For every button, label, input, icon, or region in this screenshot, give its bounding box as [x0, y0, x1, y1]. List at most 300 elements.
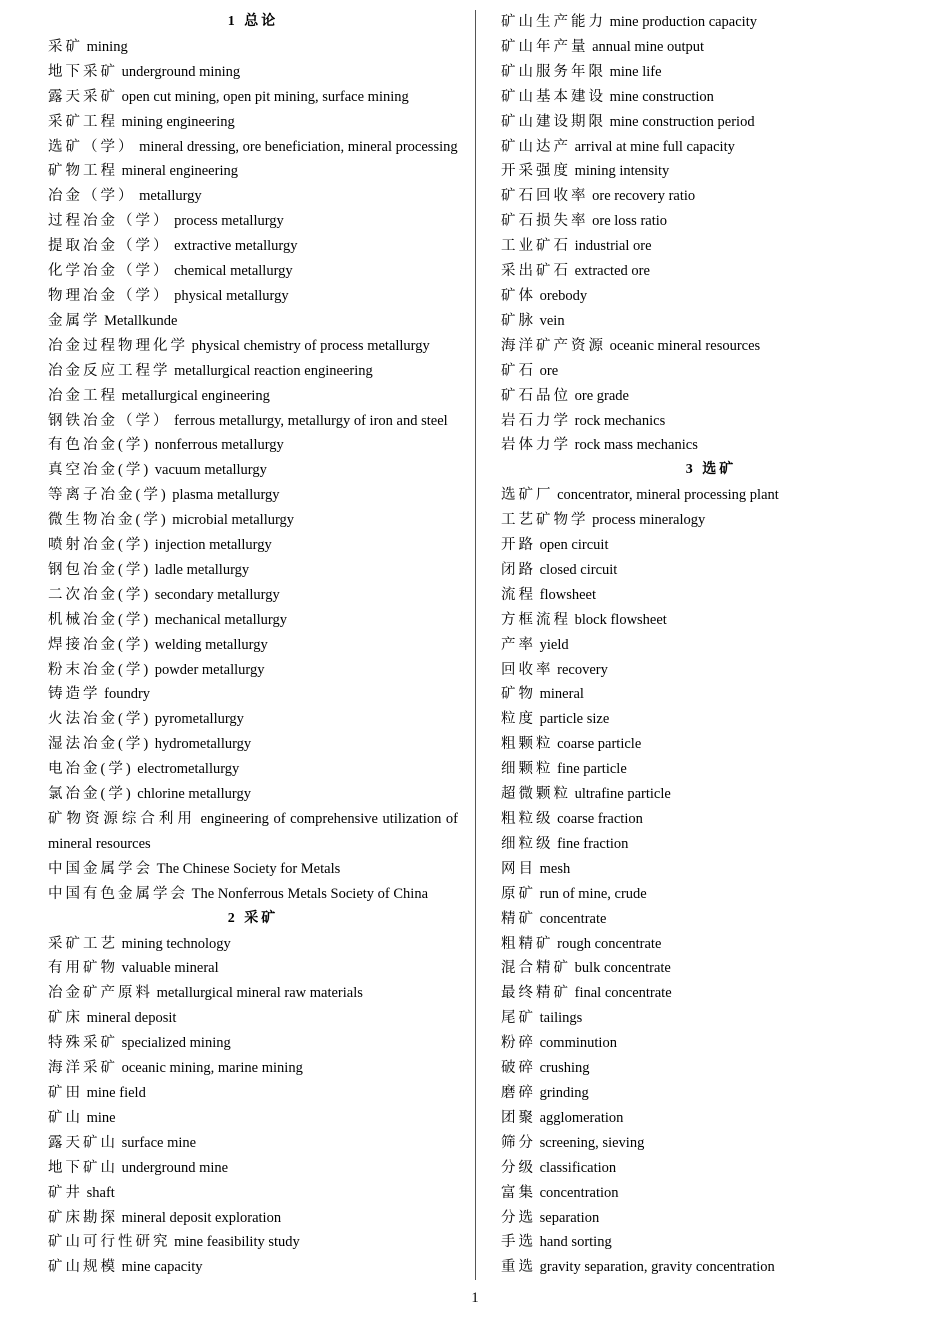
term-chinese: 精矿: [501, 910, 536, 927]
glossary-entry: [48, 857, 458, 882]
term-english: ultrafine particle: [574, 786, 671, 803]
glossary-entry: [48, 707, 458, 732]
term-english: underground mine: [121, 1159, 229, 1176]
glossary-entry: [501, 1106, 921, 1131]
term-english: ferrous metallurgy, metallurgy of iron and steel: [174, 412, 448, 429]
term-chinese: 最终精矿: [501, 985, 571, 1002]
term-english: hand sorting: [539, 1234, 612, 1251]
term-english: chemical metallurgy: [174, 263, 293, 280]
term-chinese: 地下采矿: [48, 63, 118, 80]
glossary-entry: [501, 1206, 921, 1231]
glossary-entry: [501, 1230, 921, 1255]
term-english: mining: [86, 38, 128, 55]
term-chinese: 开采强度: [501, 163, 571, 180]
term-english: engineering of comprehensive utilization of mineral resources: [48, 811, 459, 852]
term-english: screening, sieving: [539, 1134, 645, 1151]
term-english: agglomeration: [539, 1109, 624, 1126]
term-english: block flowsheet: [574, 611, 667, 628]
term-chinese: 选矿（学）: [48, 138, 136, 155]
term-english: The Chinese Society for Metals: [156, 860, 341, 877]
glossary-entry: [48, 85, 458, 110]
term-english: extracted ore: [574, 263, 650, 280]
term-chinese: 尾矿: [501, 1010, 536, 1027]
glossary-entry: [48, 757, 458, 782]
term-chinese: 矿田: [48, 1084, 83, 1101]
glossary-entry: [501, 1006, 921, 1031]
term-chinese: 回收率: [501, 661, 554, 678]
term-english: oceanic mining, marine mining: [121, 1060, 303, 1077]
term-chinese: 粉末冶金(学): [48, 661, 152, 678]
term-english: separation: [539, 1209, 600, 1226]
glossary-entry: [501, 533, 921, 558]
term-english: mine life: [609, 63, 662, 80]
term-chinese: 选矿厂: [501, 487, 554, 504]
term-english: mineral engineering: [121, 163, 238, 180]
term-english: final concentrate: [574, 985, 672, 1002]
term-english: plasma metallurgy: [172, 487, 280, 504]
term-english: mine capacity: [121, 1259, 203, 1276]
term-english: concentration: [539, 1184, 619, 1201]
term-chinese: 超微颗粒: [501, 786, 571, 803]
glossary-entry: [501, 857, 921, 882]
glossary-entry: [48, 782, 458, 807]
glossary-entry: [48, 1031, 458, 1056]
glossary-entry: [48, 1006, 458, 1031]
term-chinese: 矿床勘探: [48, 1209, 118, 1226]
glossary-entry: [48, 135, 458, 160]
term-english: vein: [539, 312, 565, 329]
term-chinese: 富集: [501, 1184, 536, 1201]
term-english: metallurgy: [139, 188, 202, 205]
term-chinese: 喷射冶金(学): [48, 537, 152, 554]
page-number: 1: [471, 1290, 479, 1306]
term-chinese: 矿物资源综合利用: [48, 811, 196, 827]
term-chinese: 采矿工艺: [48, 935, 118, 952]
term-english: mine construction period: [609, 113, 755, 130]
term-chinese: 矿石品位: [501, 387, 571, 404]
glossary-entry: [501, 159, 921, 184]
term-english: ore recovery ratio: [592, 188, 696, 205]
glossary-entry: [48, 433, 458, 458]
term-english: chlorine metallurgy: [137, 786, 251, 803]
term-chinese: 化学冶金（学）: [48, 263, 171, 280]
term-english: mechanical metallurgy: [154, 611, 287, 628]
term-english: particle size: [539, 711, 610, 728]
term-chinese: 粗粒级: [501, 811, 554, 827]
term-english: microbial metallurgy: [172, 512, 295, 529]
glossary-entry: [501, 409, 921, 434]
glossary-entry: [48, 633, 458, 658]
glossary-entry: [48, 334, 458, 359]
term-chinese: 等离子冶金(学): [48, 487, 169, 504]
term-chinese: 过程冶金（学）: [48, 213, 171, 230]
glossary-entry: [501, 508, 921, 533]
term-chinese: 有用矿物: [48, 960, 118, 977]
glossary-entry: [501, 1081, 921, 1106]
term-chinese: 矿山基本建设: [501, 88, 606, 105]
term-english: rock mechanics: [574, 412, 666, 429]
term-chinese: 矿物工程: [48, 163, 118, 180]
section-heading: 1 总论: [227, 14, 279, 29]
glossary-entry: [501, 135, 921, 160]
term-chinese: 有色冶金(学): [48, 437, 152, 454]
glossary-entry: [501, 633, 921, 658]
term-english: electrometallurgy: [137, 761, 240, 778]
term-chinese: 采出矿石: [501, 263, 571, 280]
term-english: open circuit: [539, 537, 609, 554]
term-chinese: 氯冶金(学): [48, 786, 134, 803]
term-english: Metallkunde: [104, 312, 178, 329]
term-chinese: 露天采矿: [48, 88, 118, 105]
term-english: ore grade: [574, 387, 629, 404]
glossary-entry: [48, 1181, 458, 1206]
term-chinese: 原矿: [501, 885, 536, 902]
term-chinese: 火法冶金(学): [48, 711, 152, 728]
term-chinese: 矿床: [48, 1010, 83, 1027]
term-chinese: 矿石回收率: [501, 188, 589, 205]
term-english: tailings: [539, 1010, 583, 1027]
term-english: mineral: [539, 686, 584, 703]
glossary-entry: [501, 732, 921, 757]
term-english: welding metallurgy: [154, 636, 268, 653]
glossary-entry: [48, 1206, 458, 1231]
term-english: comminution: [539, 1035, 617, 1052]
glossary-entry: [48, 309, 458, 334]
glossary-entry: [48, 956, 458, 981]
term-chinese: 采矿: [48, 38, 83, 55]
term-english: gravity separation, gravity concentration: [539, 1259, 775, 1276]
term-english: physical metallurgy: [174, 287, 289, 304]
glossary-entry: [501, 483, 921, 508]
term-chinese: 冶金工程: [48, 387, 118, 404]
glossary-entry: [501, 1255, 921, 1280]
term-english: grinding: [539, 1084, 589, 1101]
term-english: shaft: [86, 1184, 115, 1201]
term-chinese: 湿法冶金(学): [48, 736, 152, 753]
glossary-entry: [48, 682, 458, 707]
glossary-entry: [48, 1056, 458, 1081]
term-english: mining engineering: [121, 113, 235, 130]
term-chinese: 微生物冶金(学): [48, 512, 169, 529]
term-chinese: 露天矿山: [48, 1134, 118, 1151]
term-english: The Nonferrous Metals Society of China: [191, 885, 429, 902]
term-chinese: 开路: [501, 537, 536, 554]
term-english: ore: [539, 362, 559, 379]
glossary-entry: [501, 259, 921, 284]
term-english: metallurgical engineering: [121, 387, 270, 404]
term-english: rock mass mechanics: [574, 437, 698, 454]
term-english: arrival at mine full capacity: [574, 138, 735, 155]
term-english: recovery: [557, 661, 608, 678]
glossary-entry: [48, 35, 458, 60]
term-english: industrial ore: [574, 238, 652, 255]
term-english: classification: [539, 1159, 617, 1176]
term-english: foundry: [104, 686, 151, 703]
term-english: fine particle: [557, 761, 627, 778]
term-english: pyrometallurgy: [154, 711, 244, 728]
term-english: bulk concentrate: [574, 960, 671, 977]
glossary-entry: [48, 882, 458, 907]
term-english: mining intensity: [574, 163, 670, 180]
glossary-entry: [48, 284, 458, 309]
glossary-entry: [501, 981, 921, 1006]
term-chinese: 钢铁冶金（学）: [48, 412, 171, 429]
glossary-entry: [501, 757, 921, 782]
term-chinese: 工艺矿物学: [501, 512, 589, 529]
term-english: mine feasibility study: [174, 1234, 300, 1251]
glossary-entry: [501, 682, 921, 707]
glossary-entry: [48, 458, 458, 483]
term-english: ore loss ratio: [592, 213, 668, 230]
glossary-entry: [501, 1031, 921, 1056]
term-chinese: 矿山年产量: [501, 38, 589, 55]
term-english: underground mining: [121, 63, 241, 80]
glossary-entry: [501, 209, 921, 234]
term-chinese: 粉碎: [501, 1035, 536, 1052]
glossary-entry: [48, 1081, 458, 1106]
glossary-entry: [501, 782, 921, 807]
term-chinese: 中国金属学会: [48, 860, 153, 877]
term-english: mine construction: [609, 88, 714, 105]
glossary-entry: [48, 234, 458, 259]
term-chinese: 磨碎: [501, 1084, 536, 1101]
glossary-entry: [501, 832, 921, 857]
term-chinese: 重选: [501, 1259, 536, 1276]
section-heading: 3 选矿: [685, 462, 737, 478]
term-english: extractive metallurgy: [174, 238, 298, 255]
term-chinese: 矿脉: [501, 312, 536, 329]
term-chinese: 工业矿石: [501, 238, 571, 255]
term-english: metallurgical mineral raw materials: [156, 985, 363, 1002]
term-english: mineral deposit exploration: [121, 1209, 282, 1226]
glossary-entry: [501, 558, 921, 583]
glossary-entry: [48, 981, 458, 1006]
term-chinese: 产率: [501, 636, 536, 653]
glossary-entry: [501, 384, 921, 409]
term-english: specialized mining: [121, 1035, 231, 1052]
glossary-entry: [501, 882, 921, 907]
glossary-entry: [501, 1131, 921, 1156]
term-chinese: 铸造学: [48, 686, 101, 703]
term-english: vacuum metallurgy: [154, 462, 267, 479]
term-chinese: 流程: [501, 586, 536, 603]
term-chinese: 提取冶金（学）: [48, 238, 171, 255]
term-english: open cut mining, open pit mining, surface mining: [121, 88, 409, 105]
term-english: metallurgical reaction engineering: [174, 362, 373, 379]
term-chinese: 分级: [501, 1159, 536, 1176]
glossary-entry: [48, 409, 458, 434]
term-english: mine field: [86, 1084, 146, 1101]
term-english: injection metallurgy: [154, 537, 272, 554]
term-chinese: 粒度: [501, 711, 536, 728]
glossary-entry: [48, 1106, 458, 1131]
glossary-entry: [501, 234, 921, 259]
glossary-entry: [48, 508, 458, 533]
term-chinese: 矿物: [501, 686, 536, 703]
term-english: process mineralogy: [592, 512, 706, 529]
term-chinese: 破碎: [501, 1060, 536, 1077]
glossary-entry: [48, 732, 458, 757]
glossary-entry: [501, 583, 921, 608]
glossary-entry: [48, 110, 458, 135]
glossary-entry: [501, 658, 921, 683]
term-chinese: 矿山: [48, 1109, 83, 1126]
term-chinese: 细粒级: [501, 835, 554, 852]
term-english: mine production capacity: [609, 14, 757, 30]
glossary-entry: [501, 932, 921, 957]
term-english: mine: [86, 1109, 116, 1126]
term-chinese: 中国有色金属学会: [48, 885, 188, 902]
term-english: process metallurgy: [174, 213, 284, 230]
term-chinese: 冶金（学）: [48, 188, 136, 205]
right-column: [501, 10, 921, 1280]
column-divider: [475, 10, 476, 1280]
term-chinese: 物理冶金（学）: [48, 287, 171, 304]
term-chinese: 矿体: [501, 287, 536, 304]
term-english: fine fraction: [557, 835, 629, 852]
glossary-entry: [48, 483, 458, 508]
glossary-entry: [501, 85, 921, 110]
left-column: [48, 10, 458, 1280]
term-chinese: 岩石力学: [501, 412, 571, 429]
glossary-entry: [501, 907, 921, 932]
term-chinese: 矿山达产: [501, 138, 571, 155]
glossary-entry: [48, 1230, 458, 1255]
term-chinese: 矿井: [48, 1184, 83, 1201]
term-chinese: 细颗粒: [501, 761, 554, 778]
term-chinese: 矿山可行性研究: [48, 1234, 171, 1251]
term-english: hydrometallurgy: [154, 736, 252, 753]
glossary-entry: [501, 1056, 921, 1081]
glossary-entry: [48, 558, 458, 583]
term-english: mineral dressing, ore beneficiation, mineral processing: [139, 138, 458, 155]
term-chinese: 团聚: [501, 1109, 536, 1126]
glossary-entry: [48, 583, 458, 608]
glossary-entry: [501, 60, 921, 85]
glossary-entry: [501, 1156, 921, 1181]
term-chinese: 冶金反应工程学: [48, 362, 171, 379]
glossary-entry: [501, 608, 921, 633]
term-chinese: 采矿工程: [48, 113, 118, 130]
glossary-entry: [501, 334, 921, 359]
glossary-entry: [501, 35, 921, 60]
glossary-entry: [48, 60, 458, 85]
section-heading: 2 采矿: [227, 910, 279, 926]
glossary-entry: [501, 807, 921, 832]
term-english: nonferrous metallurgy: [154, 437, 284, 454]
term-chinese: 闭路: [501, 561, 536, 578]
term-chinese: 岩体力学: [501, 437, 571, 454]
term-chinese: 冶金过程物理化学: [48, 337, 188, 354]
glossary-entry: [501, 956, 921, 981]
term-chinese: 焊接冶金(学): [48, 636, 152, 653]
term-chinese: 矿石损失率: [501, 213, 589, 230]
term-chinese: 特殊采矿: [48, 1035, 118, 1052]
glossary-entry: [501, 184, 921, 209]
term-chinese: 机械冶金(学): [48, 611, 152, 628]
term-english: surface mine: [121, 1134, 197, 1151]
term-chinese: 海洋采矿: [48, 1060, 118, 1077]
glossary-entry: [48, 184, 458, 209]
term-english: annual mine output: [592, 38, 705, 55]
term-chinese: 粗颗粒: [501, 736, 554, 753]
term-english: crushing: [539, 1060, 590, 1077]
term-chinese: 矿山服务年限: [501, 63, 606, 80]
term-chinese: 手选: [501, 1234, 536, 1251]
glossary-entry: [48, 807, 458, 857]
glossary-entry: [48, 1131, 458, 1156]
glossary-entry: [48, 608, 458, 633]
term-chinese: 二次冶金(学): [48, 586, 152, 603]
glossary-entry: [48, 533, 458, 558]
glossary-entry: [48, 1156, 458, 1181]
term-english: run of mine, crude: [539, 885, 647, 902]
term-chinese: 混合精矿: [501, 960, 571, 977]
term-english: mesh: [539, 860, 571, 877]
glossary-entry: [501, 309, 921, 334]
term-english: rough concentrate: [557, 935, 662, 952]
term-chinese: 筛分: [501, 1134, 536, 1151]
term-english: flowsheet: [539, 586, 596, 603]
term-english: mining technology: [121, 935, 231, 952]
term-english: oceanic mineral resources: [609, 337, 761, 354]
term-english: orebody: [539, 287, 588, 304]
term-chinese: 分选: [501, 1209, 536, 1226]
term-chinese: 海洋矿产资源: [501, 337, 606, 354]
glossary-entry: [48, 1255, 458, 1280]
term-chinese: 钢包冶金(学): [48, 561, 152, 578]
term-english: powder metallurgy: [154, 661, 265, 678]
term-english: yield: [539, 636, 569, 653]
term-chinese: 矿山建设期限: [501, 113, 606, 130]
term-english: ladle metallurgy: [154, 561, 250, 578]
term-chinese: 地下矿山: [48, 1159, 118, 1176]
term-english: concentrator, mineral processing plant: [557, 487, 779, 504]
glossary-entry: [48, 359, 458, 384]
term-english: secondary metallurgy: [154, 586, 280, 603]
term-english: closed circuit: [539, 561, 618, 578]
glossary-entry: [48, 658, 458, 683]
term-chinese: 方框流程: [501, 611, 571, 628]
glossary-entry: [501, 707, 921, 732]
term-chinese: 矿山规模: [48, 1259, 118, 1276]
term-english: coarse fraction: [557, 811, 643, 827]
term-english: coarse particle: [557, 736, 642, 753]
term-chinese: 真空冶金(学): [48, 462, 152, 479]
term-chinese: 电冶金(学): [48, 761, 134, 778]
glossary-entry: [48, 259, 458, 284]
glossary-entry: [501, 359, 921, 384]
glossary-entry: [501, 433, 921, 458]
glossary-entry: [48, 932, 458, 957]
term-english: valuable mineral: [121, 960, 219, 977]
glossary-entry: [501, 1181, 921, 1206]
term-english: concentrate: [539, 910, 607, 927]
term-english: physical chemistry of process metallurgy: [191, 337, 430, 354]
term-chinese: 网目: [501, 860, 536, 877]
term-english: mineral deposit: [86, 1010, 177, 1027]
term-chinese: 冶金矿产原料: [48, 985, 153, 1002]
glossary-entry: [48, 384, 458, 409]
term-chinese: 金属学: [48, 312, 101, 329]
glossary-entry: [48, 209, 458, 234]
term-chinese: 矿石: [501, 362, 536, 379]
glossary-entry: [501, 10, 921, 35]
glossary-entry: [501, 110, 921, 135]
glossary-entry: [501, 284, 921, 309]
term-chinese: 矿山生产能力: [501, 14, 606, 30]
glossary-entry: [48, 159, 458, 184]
